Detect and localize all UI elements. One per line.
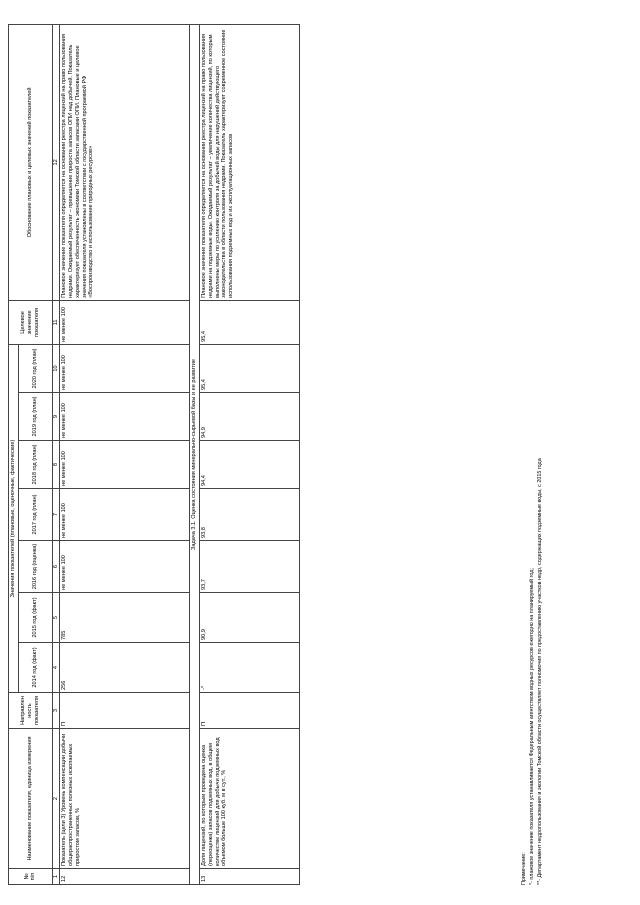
row-direction: П xyxy=(200,693,300,729)
footnotes xyxy=(520,458,544,885)
header-2016: 2016 год (оценка) xyxy=(18,541,52,593)
row-2019: 94,9 xyxy=(200,393,300,441)
indicators-table xyxy=(8,24,300,885)
header-2014: 2014 год (факт) xyxy=(18,643,52,693)
row-2017: не менее 100 xyxy=(60,489,190,541)
row-2014: -* xyxy=(200,643,300,693)
table-row xyxy=(200,24,300,884)
col-number: 2 xyxy=(52,729,60,869)
footnote-1: *- плановое значение показателя устанавливается Федеральным агентством водных ресурсов ежегодно на планируемый год; xyxy=(529,568,536,885)
row-rationale: Плановое значение показателя определяется на основании реестра лицензий на право пользования недрами. Ожидаемый результат – превышение прироста запасов ОПИ над добычей. Показатель характеризует обеспеченность экономики Томской области запасами ОПИ. Плановые и целевое значения показателя установлены в соответствии с государственной программой РФ «Воспроизводство и использование природных ресурсов» xyxy=(60,24,190,300)
row-name: Показатель (цели 3) Уровень компенсации добычи общераспространенных полезных ископаемых приростом запасов, % xyxy=(60,729,190,869)
col-number: 3 xyxy=(52,693,60,729)
row-2020: не менее 100 xyxy=(60,344,190,392)
row-2016: не менее 100 xyxy=(60,541,190,593)
row-2015: 785 xyxy=(60,593,190,643)
task-heading: Задача 3.1. Оценка состояния минерально-сырьевой базы и ее развитие xyxy=(190,24,200,884)
col-number: 6 xyxy=(52,541,60,593)
row-2020: 95,4 xyxy=(200,344,300,392)
header-num: № п/п xyxy=(9,869,53,885)
table-row xyxy=(60,24,190,884)
col-number: 9 xyxy=(52,393,60,441)
col-number: 12 xyxy=(52,24,60,300)
col-number: 5 xyxy=(52,593,60,643)
header-row-1 xyxy=(9,24,19,884)
row-rationale: Плановое значение показателя определяется на основании реестра лицензий на право пользования недрами на подземные воды. Ожидаемый результат – увеличение количества лицензий, по которым выполнены меры по усилению контроля за добычей воды для нарушений действующего законодательства в области пользования недрами. Показатель характеризует современное состояние использования подземных вод и их эксплуатационных запасов xyxy=(200,24,300,300)
col-number: 8 xyxy=(52,441,60,489)
row-2018: не менее 100 xyxy=(60,441,190,489)
header-values-group: Значения показателей (плановые, оценочные, фактические) xyxy=(9,344,19,692)
row-num: 12 xyxy=(60,869,190,885)
row-target: не менее 100 xyxy=(60,300,190,344)
row-2014: 256 xyxy=(60,643,190,693)
row-direction: П xyxy=(60,693,190,729)
row-2015: 90,9 xyxy=(200,593,300,643)
header-target: Целевое значение показателя xyxy=(9,300,53,344)
row-name: Доля лицензий, по которым проведена оценка (переоценка) запасов подземных вод, в общем количестве лицензий для добычи подземных вод объемом больше 100 куб. м в сут., % xyxy=(200,729,300,869)
row-2017: 93,8 xyxy=(200,489,300,541)
header-2015: 2015 год (факт) xyxy=(18,593,52,643)
header-direction: Направлен ность показателя xyxy=(9,693,53,729)
col-number: 4 xyxy=(52,643,60,693)
header-2017: 2017 год (план) xyxy=(18,489,52,541)
header-2020: 2020 год (план) xyxy=(18,344,52,392)
column-number-row xyxy=(52,24,60,884)
footnotes-title: Примечание: xyxy=(521,852,527,885)
header-name: Наименование показателя, единица измерения xyxy=(9,729,53,869)
footnote-2: **- Департамент недропользования и экологии Томской области осуществляет полномочия по предоставлению участков недр, содержащих подземные воды, с 2015 года xyxy=(537,458,544,885)
row-2018: 94,4 xyxy=(200,441,300,489)
header-2019: 2019 год (план) xyxy=(18,393,52,441)
col-number: 10 xyxy=(52,344,60,392)
row-2016: 93,7 xyxy=(200,541,300,593)
row-2019: не менее 100 xyxy=(60,393,190,441)
col-number: 1 xyxy=(52,869,60,885)
task-row xyxy=(190,24,200,884)
row-num: 13 xyxy=(200,869,300,885)
col-number: 7 xyxy=(52,489,60,541)
row-target: 95,4 xyxy=(200,300,300,344)
col-number: 11 xyxy=(52,300,60,344)
header-2018: 2018 год (план) xyxy=(18,441,52,489)
header-rationale: Обоснование плановых и целевых значений показателей xyxy=(9,24,53,300)
